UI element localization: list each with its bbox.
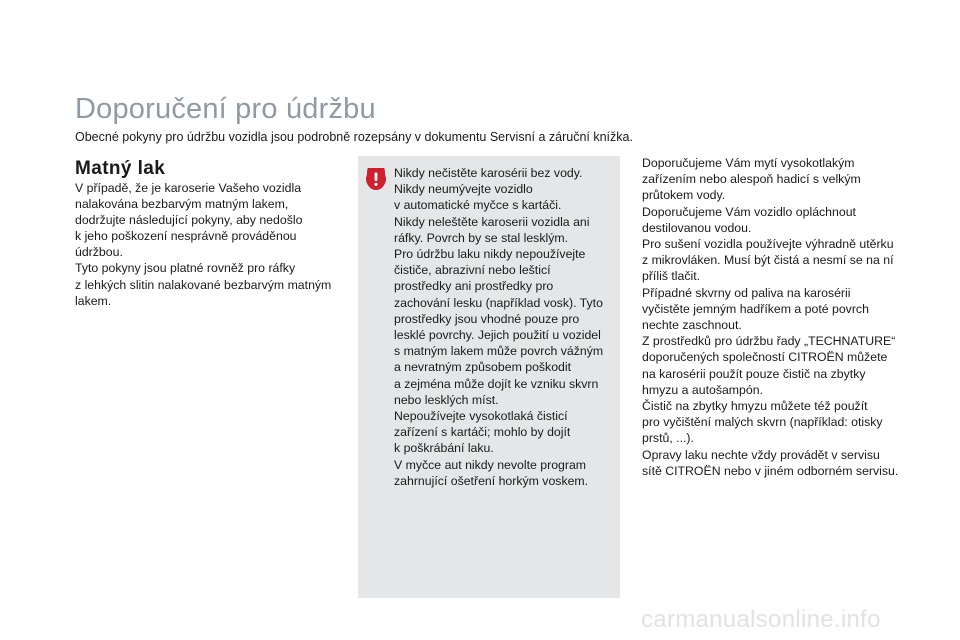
text-line: V případě, že je karoserie Vašeho vozidla xyxy=(75,181,302,195)
text-line: zahrnující ošetření horkým voskem. xyxy=(394,473,589,488)
text-line: Z prostředků pro údržbu řady „TECHNATURE“ xyxy=(642,334,896,349)
text-line: zachování lesku (například vosk). Tyto xyxy=(394,295,603,310)
text-line: Nikdy neleštěte karoserii vozidla ani xyxy=(394,214,590,229)
text-line: ráfky. Povrch by se stal lesklým. xyxy=(394,230,569,245)
text-line: v automatické myčce s kartáči. xyxy=(394,198,562,213)
text-line: nalakována bezbarvým matným lakem, xyxy=(75,197,289,212)
page-subtitle: Obecné pokyny pro údržbu vozidla jsou podrobně rozepsány v dokumentu Servisní a záruční knížka. xyxy=(75,130,633,144)
text-line: na karosérii použít pouze čistič na zbytky xyxy=(642,366,866,381)
text-line: nebo lesklých míst. xyxy=(394,392,499,407)
text-line: Doporučujeme Vám vozidlo opláchnout xyxy=(642,204,856,219)
text-line: s matným lakem může povrch vážným xyxy=(394,344,604,359)
section-heading: Matný lak xyxy=(75,158,166,179)
text-line: Nikdy neumývejte vozidlo xyxy=(394,182,533,197)
text-line: Doporučujeme Vám mytí vysokotlakým xyxy=(642,156,855,170)
text-line: lesklé povrchy. Jejich použití u vozidel xyxy=(394,328,601,343)
text-line: prostředky ani prostředky pro xyxy=(394,279,554,294)
text-line: průtokem vody. xyxy=(642,188,726,203)
text-line: příliš tlačit. xyxy=(642,269,701,284)
recommendations-text xyxy=(642,155,914,479)
text-line: zařízení s kartáči; mohlo by dojít xyxy=(394,425,571,440)
text-line: nechte zaschnout. xyxy=(642,318,742,333)
text-line: z mikrovláken. Musí být čistá a nesmí se na ní xyxy=(642,253,894,268)
text-line: čističe, abrazivní nebo lešticí xyxy=(394,263,551,278)
warning-text xyxy=(394,165,616,489)
text-line: Tyto pokyny jsou platné rovněž pro ráfky xyxy=(75,261,296,276)
text-line: destilovanou vodou. xyxy=(642,220,752,235)
text-line: údržbou. xyxy=(75,245,123,260)
watermark: carmanualsonline.info xyxy=(641,606,881,633)
text-line: dodržujte následující pokyny, aby nedošlo xyxy=(75,213,303,228)
text-line: Opravy laku nechte vždy provádět v servisu xyxy=(642,447,880,462)
text-line: a zejména může dojít ke vzniku skvrn xyxy=(394,376,599,391)
text-line: Nepoužívejte vysokotlaká čisticí xyxy=(394,409,568,424)
text-line: Pro sušení vozidla používejte výhradně utěrku xyxy=(642,237,894,252)
text-line: prstů, ...). xyxy=(642,431,694,446)
text-line: vyčistěte jemným hadříkem a poté povrch xyxy=(642,301,869,316)
warning-icon xyxy=(365,168,387,190)
text-line: Pro údržbu laku nikdy nepoužívejte xyxy=(394,247,586,262)
text-line: k jeho poškození nesprávně prováděnou xyxy=(75,229,297,244)
text-line: zařízením nebo alespoň hadicí s velkým xyxy=(642,172,861,187)
text-line: k poškrábání laku. xyxy=(394,441,494,456)
text-line: Čistič na zbytky hmyzu můžete též použít xyxy=(642,399,868,414)
warning-box xyxy=(358,156,620,598)
text-line: prostředky jsou vhodné pouze pro xyxy=(394,311,580,326)
text-line: z lehkých slitin nalakované bezbarvým matným xyxy=(75,277,332,292)
text-line: V myčce aut nikdy nevolte program xyxy=(394,457,587,472)
text-line: lakem. xyxy=(75,293,112,308)
text-line: doporučených společností CITROËN můžete xyxy=(642,350,888,365)
page-title: Doporučení pro údržbu xyxy=(75,93,376,125)
text-line: Případné skvrny od paliva na karosérii xyxy=(642,285,851,300)
text-line: sítě CITROËN nebo v jiném odborném servisu. xyxy=(642,463,899,478)
matte-paint-intro xyxy=(75,180,345,309)
text-line: pro vyčištění malých skvrn (například: otisky xyxy=(642,415,883,430)
text-line: a nevratným způsobem poškodit xyxy=(394,360,572,375)
text-line: hmyzu a autošampón. xyxy=(642,382,763,397)
text-line: Nikdy nečistěte karosérii bez vody. xyxy=(394,166,583,180)
